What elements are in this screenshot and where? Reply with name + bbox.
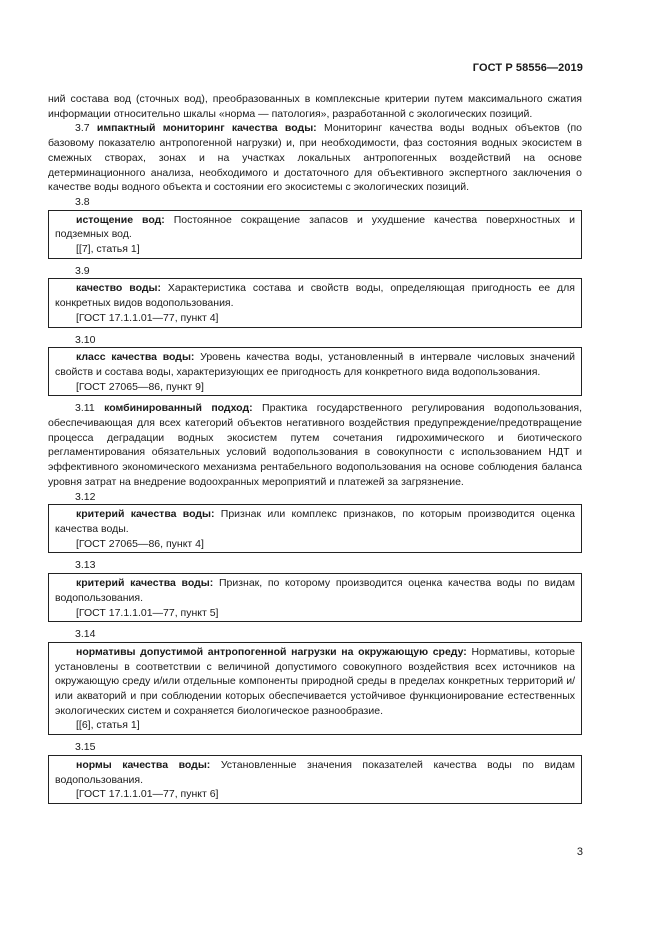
section-number-3-12: 3.12	[75, 490, 96, 503]
definition-text: Признак, по которому производится оценка качества воды по видам водопользования.	[55, 577, 576, 604]
source-reference: [ГОСТ 17.1.1.01—77, пункт 5]	[76, 606, 219, 619]
source-reference: [ГОСТ 17.1.1.01—77, пункт 6]	[76, 788, 219, 801]
term: критерий качества воды:	[76, 508, 215, 521]
definition-box-3-10	[48, 347, 582, 396]
page-body	[48, 92, 582, 804]
term: качество воды:	[76, 282, 161, 295]
section-number: 3.11	[75, 402, 95, 415]
definition-text: Нормативы, которые установлены в соответствии с величиной допустимого совокупного воздействия всех источников на окружающую среду и/или отдельные компоненты природной среды в пределах конкретных территорий и/или акваторий и при соблюдении которых обеспечивается устойчивое функционирование естественных экологических систем и сохраняется биологическое разнообразие.	[55, 645, 575, 717]
term: комбинированный подход:	[104, 402, 253, 415]
definition-text: Установленные значения показателей качества воды по видам водопользования.	[55, 758, 575, 786]
definition-box-3-9	[48, 278, 582, 327]
definition-box-3-15	[48, 755, 582, 804]
term: импактный мониторинг качества воды:	[96, 122, 317, 135]
definition-box-3-8	[48, 210, 582, 259]
term: класс качества воды:	[76, 351, 195, 364]
section-number-3-9: 3.9	[75, 264, 90, 277]
term: критерий качества воды:	[76, 577, 214, 590]
definition-box-3-13	[48, 573, 582, 622]
section-number-3-15: 3.15	[75, 741, 96, 754]
source-reference: [ГОСТ 27065—86, пункт 4]	[76, 537, 204, 550]
definition-text: Уровень качества воды, установленный в интервале числовых значений свойств и состава воды, характеризующих ее пригодность для конкретного вида водопользования.	[55, 351, 575, 378]
intro-paragraph: ний состава вод (сточных вод), преобразованных в комплексные критерии путем максимального сжатия информации относительно шкалы «норма — патология», разработанной с экологических позиций.	[48, 93, 582, 120]
section-number-3-10: 3.10	[75, 333, 96, 346]
definition-3-11	[48, 401, 582, 489]
definition-3-7	[48, 121, 582, 195]
definition-text: Практика государственного регулирования водопользования, обеспечивающая для всех категорий объектов негативного воздействия предупреждение/предотвращение процесса деградации водных экосистем путем сочетания гидрохимического и биотического регламентирования обязательных условий водопользования в совокупности с использованием НДТ и эффективного экономического механизма рентабельного водопользования на основе соблюдения баланса уровня затрат на внедрение водоохранных мероприятий и платежей за загрязнение.	[48, 402, 582, 488]
definition-text: Характеристика состава и свойств воды, определяющая пригодность ее для конкретных видов водопользования.	[55, 282, 575, 310]
term: истощение вод:	[76, 213, 165, 226]
section-number-3-13: 3.13	[75, 559, 96, 572]
definition-box-3-14	[48, 642, 582, 735]
source-reference: [ГОСТ 27065—86, пункт 9]	[76, 380, 204, 393]
section-number-3-14: 3.14	[75, 628, 96, 641]
source-reference: [ГОСТ 17.1.1.01—77, пункт 4]	[76, 311, 219, 324]
page-number: 3	[576, 846, 583, 858]
section-number: 3.7	[75, 122, 90, 135]
definition-text: Постоянное сокращение запасов и ухудшение качества поверхностных и подземных вод.	[55, 213, 575, 241]
definition-text: Признак или комплекс признаков, по которым производится оценка качества воды.	[55, 508, 575, 535]
source-reference: [[7], статья 1]	[76, 243, 140, 256]
source-reference: [[6], статья 1]	[76, 719, 140, 732]
definition-box-3-12	[48, 504, 582, 553]
section-number-3-8: 3.8	[75, 195, 90, 208]
document-code: ГОСТ Р 58556—2019	[472, 62, 583, 74]
term: нормативы допустимой антропогенной нагрузки на окружающую среду:	[76, 645, 467, 658]
definition-text: Мониторинг качества воды водных объектов (по базовому показателю антропогенной нагрузки) и, при необходимости, фаз состояния водных экосистем в смежных створах, зонах и на участках локальных антропогенных воздействий на основе детерминационного анализа, необходимого и достаточного для объективного экспертного заключения о качестве воды водного объекта и состоянии его экосистемы с экологических позиций.	[48, 122, 582, 194]
term: нормы качества воды:	[76, 758, 211, 771]
